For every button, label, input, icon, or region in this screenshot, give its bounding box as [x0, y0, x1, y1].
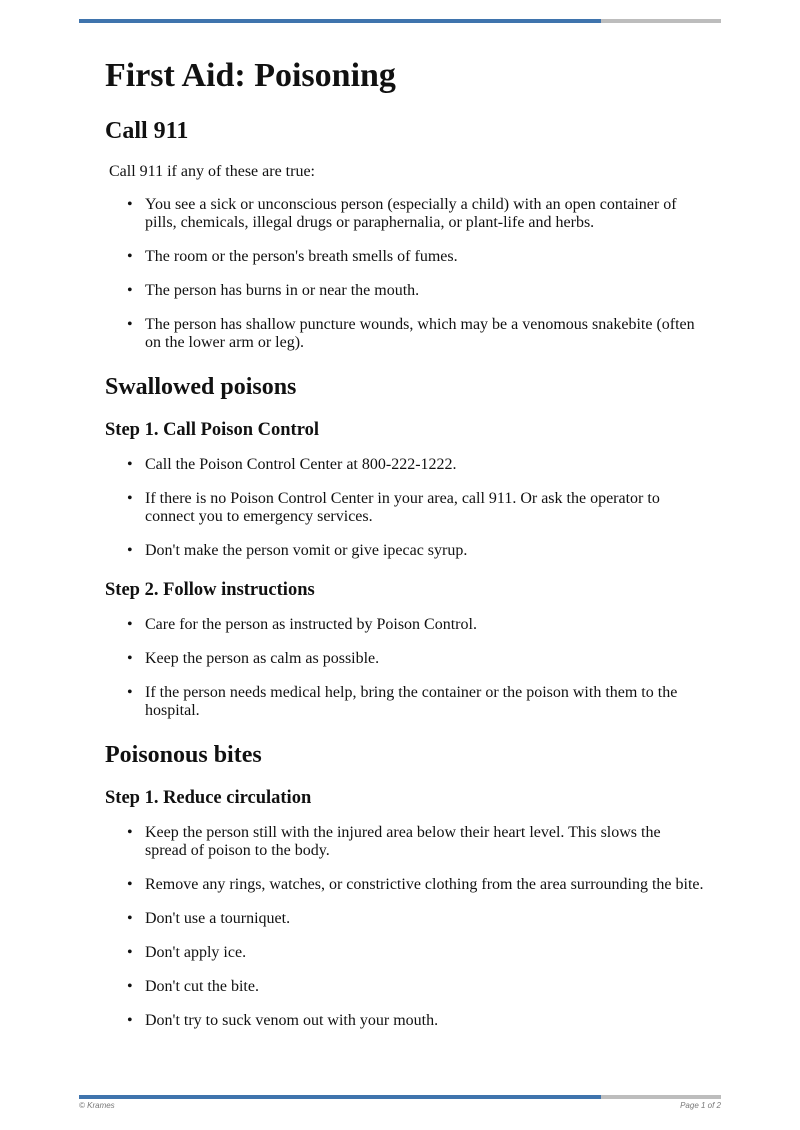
call-911-intro: Call 911 if any of these are true:: [109, 163, 315, 180]
bullet-icon: •: [127, 282, 133, 299]
bullet-icon: •: [127, 978, 133, 995]
bullet-icon: •: [127, 684, 133, 701]
page-title: First Aid: Poisoning: [105, 57, 396, 94]
list-item: [105, 684, 705, 720]
bullet-icon: •: [127, 650, 133, 667]
list-item-text: The room or the person's breath smells of fumes.: [145, 248, 458, 265]
section-heading-swallowed-poisons: Swallowed poisons: [105, 374, 297, 400]
top-accent-bar: [79, 19, 721, 23]
bullet-icon: •: [127, 542, 133, 559]
list-item-text: Keep the person as calm as possible.: [145, 650, 380, 667]
list-item: [105, 650, 705, 668]
list-item: [105, 490, 705, 526]
list-item: [105, 876, 705, 894]
list-item-text: The person has shallow puncture wounds, which may be a venomous snakebite (often on the lower arm or leg).: [145, 316, 695, 351]
list-item: [105, 248, 705, 266]
reduce-circulation-list: [105, 824, 705, 1030]
bottom-accent-bar-blue: [79, 1095, 601, 1099]
bullet-icon: •: [127, 944, 133, 961]
list-item: [105, 616, 705, 634]
list-item-text: Remove any rings, watches, or constrictive clothing from the area surrounding the bite.: [145, 876, 704, 893]
list-item-text: If there is no Poison Control Center in your area, call 911. Or ask the operator to connect you to emergency services.: [145, 490, 660, 525]
top-accent-bar-gray: [601, 19, 721, 23]
bullet-icon: •: [127, 196, 133, 213]
follow-instructions-list: [105, 616, 705, 720]
list-item-text: You see a sick or unconscious person (especially a child) with an open container of pills, chemicals, illegal drugs or paraphernalia, or plant-life and herbs.: [145, 196, 677, 231]
section-heading-poisonous-bites: Poisonous bites: [105, 742, 262, 768]
list-item: [105, 978, 705, 996]
list-item: [105, 944, 705, 962]
list-item-text: Don't use a tourniquet.: [145, 910, 291, 927]
list-item: [105, 542, 705, 560]
bullet-icon: •: [127, 616, 133, 633]
list-item: [105, 196, 705, 232]
call-911-list: [105, 196, 705, 352]
bullet-icon: •: [127, 316, 133, 333]
list-item: [105, 316, 705, 352]
call-poison-control-list: [105, 456, 705, 560]
bullet-icon: •: [127, 876, 133, 893]
list-item: [105, 282, 705, 300]
bullet-icon: •: [127, 490, 133, 507]
bottom-accent-bar-gray: [601, 1095, 721, 1099]
document-body: [105, 54, 705, 1030]
bullet-icon: •: [127, 910, 133, 927]
bullet-icon: •: [127, 248, 133, 265]
footer-copyright: © Krames: [79, 1101, 115, 1110]
list-item-text: Call the Poison Control Center at 800-222-1222.: [145, 456, 457, 473]
list-item-text: The person has burns in or near the mouth.: [145, 282, 420, 299]
step-heading-reduce-circulation: Step 1. Reduce circulation: [105, 788, 312, 808]
step-heading-follow-instructions: Step 2. Follow instructions: [105, 580, 315, 600]
bullet-icon: •: [127, 456, 133, 473]
list-item-text: If the person needs medical help, bring the container or the poison with them to the hospital.: [145, 684, 678, 719]
list-item: [105, 910, 705, 928]
top-accent-bar-blue: [79, 19, 601, 23]
list-item: [105, 456, 705, 474]
list-item-text: Don't apply ice.: [145, 944, 247, 961]
footer-page-number: Page 1 of 2: [680, 1101, 721, 1110]
list-item: [105, 1012, 705, 1030]
section-heading-call-911: Call 911: [105, 118, 189, 144]
bullet-icon: •: [127, 1012, 133, 1029]
list-item-text: Don't cut the bite.: [145, 978, 259, 995]
bullet-icon: •: [127, 824, 133, 841]
list-item-text: Keep the person still with the injured area below their heart level. This slows the spread of poison to the body.: [145, 824, 661, 859]
bottom-accent-bar: [79, 1095, 721, 1099]
list-item-text: Don't make the person vomit or give ipecac syrup.: [145, 542, 468, 559]
list-item: [105, 824, 705, 860]
list-item-text: Care for the person as instructed by Poison Control.: [145, 616, 477, 633]
step-heading-call-poison-control: Step 1. Call Poison Control: [105, 420, 319, 440]
list-item-text: Don't try to suck venom out with your mouth.: [145, 1012, 439, 1029]
